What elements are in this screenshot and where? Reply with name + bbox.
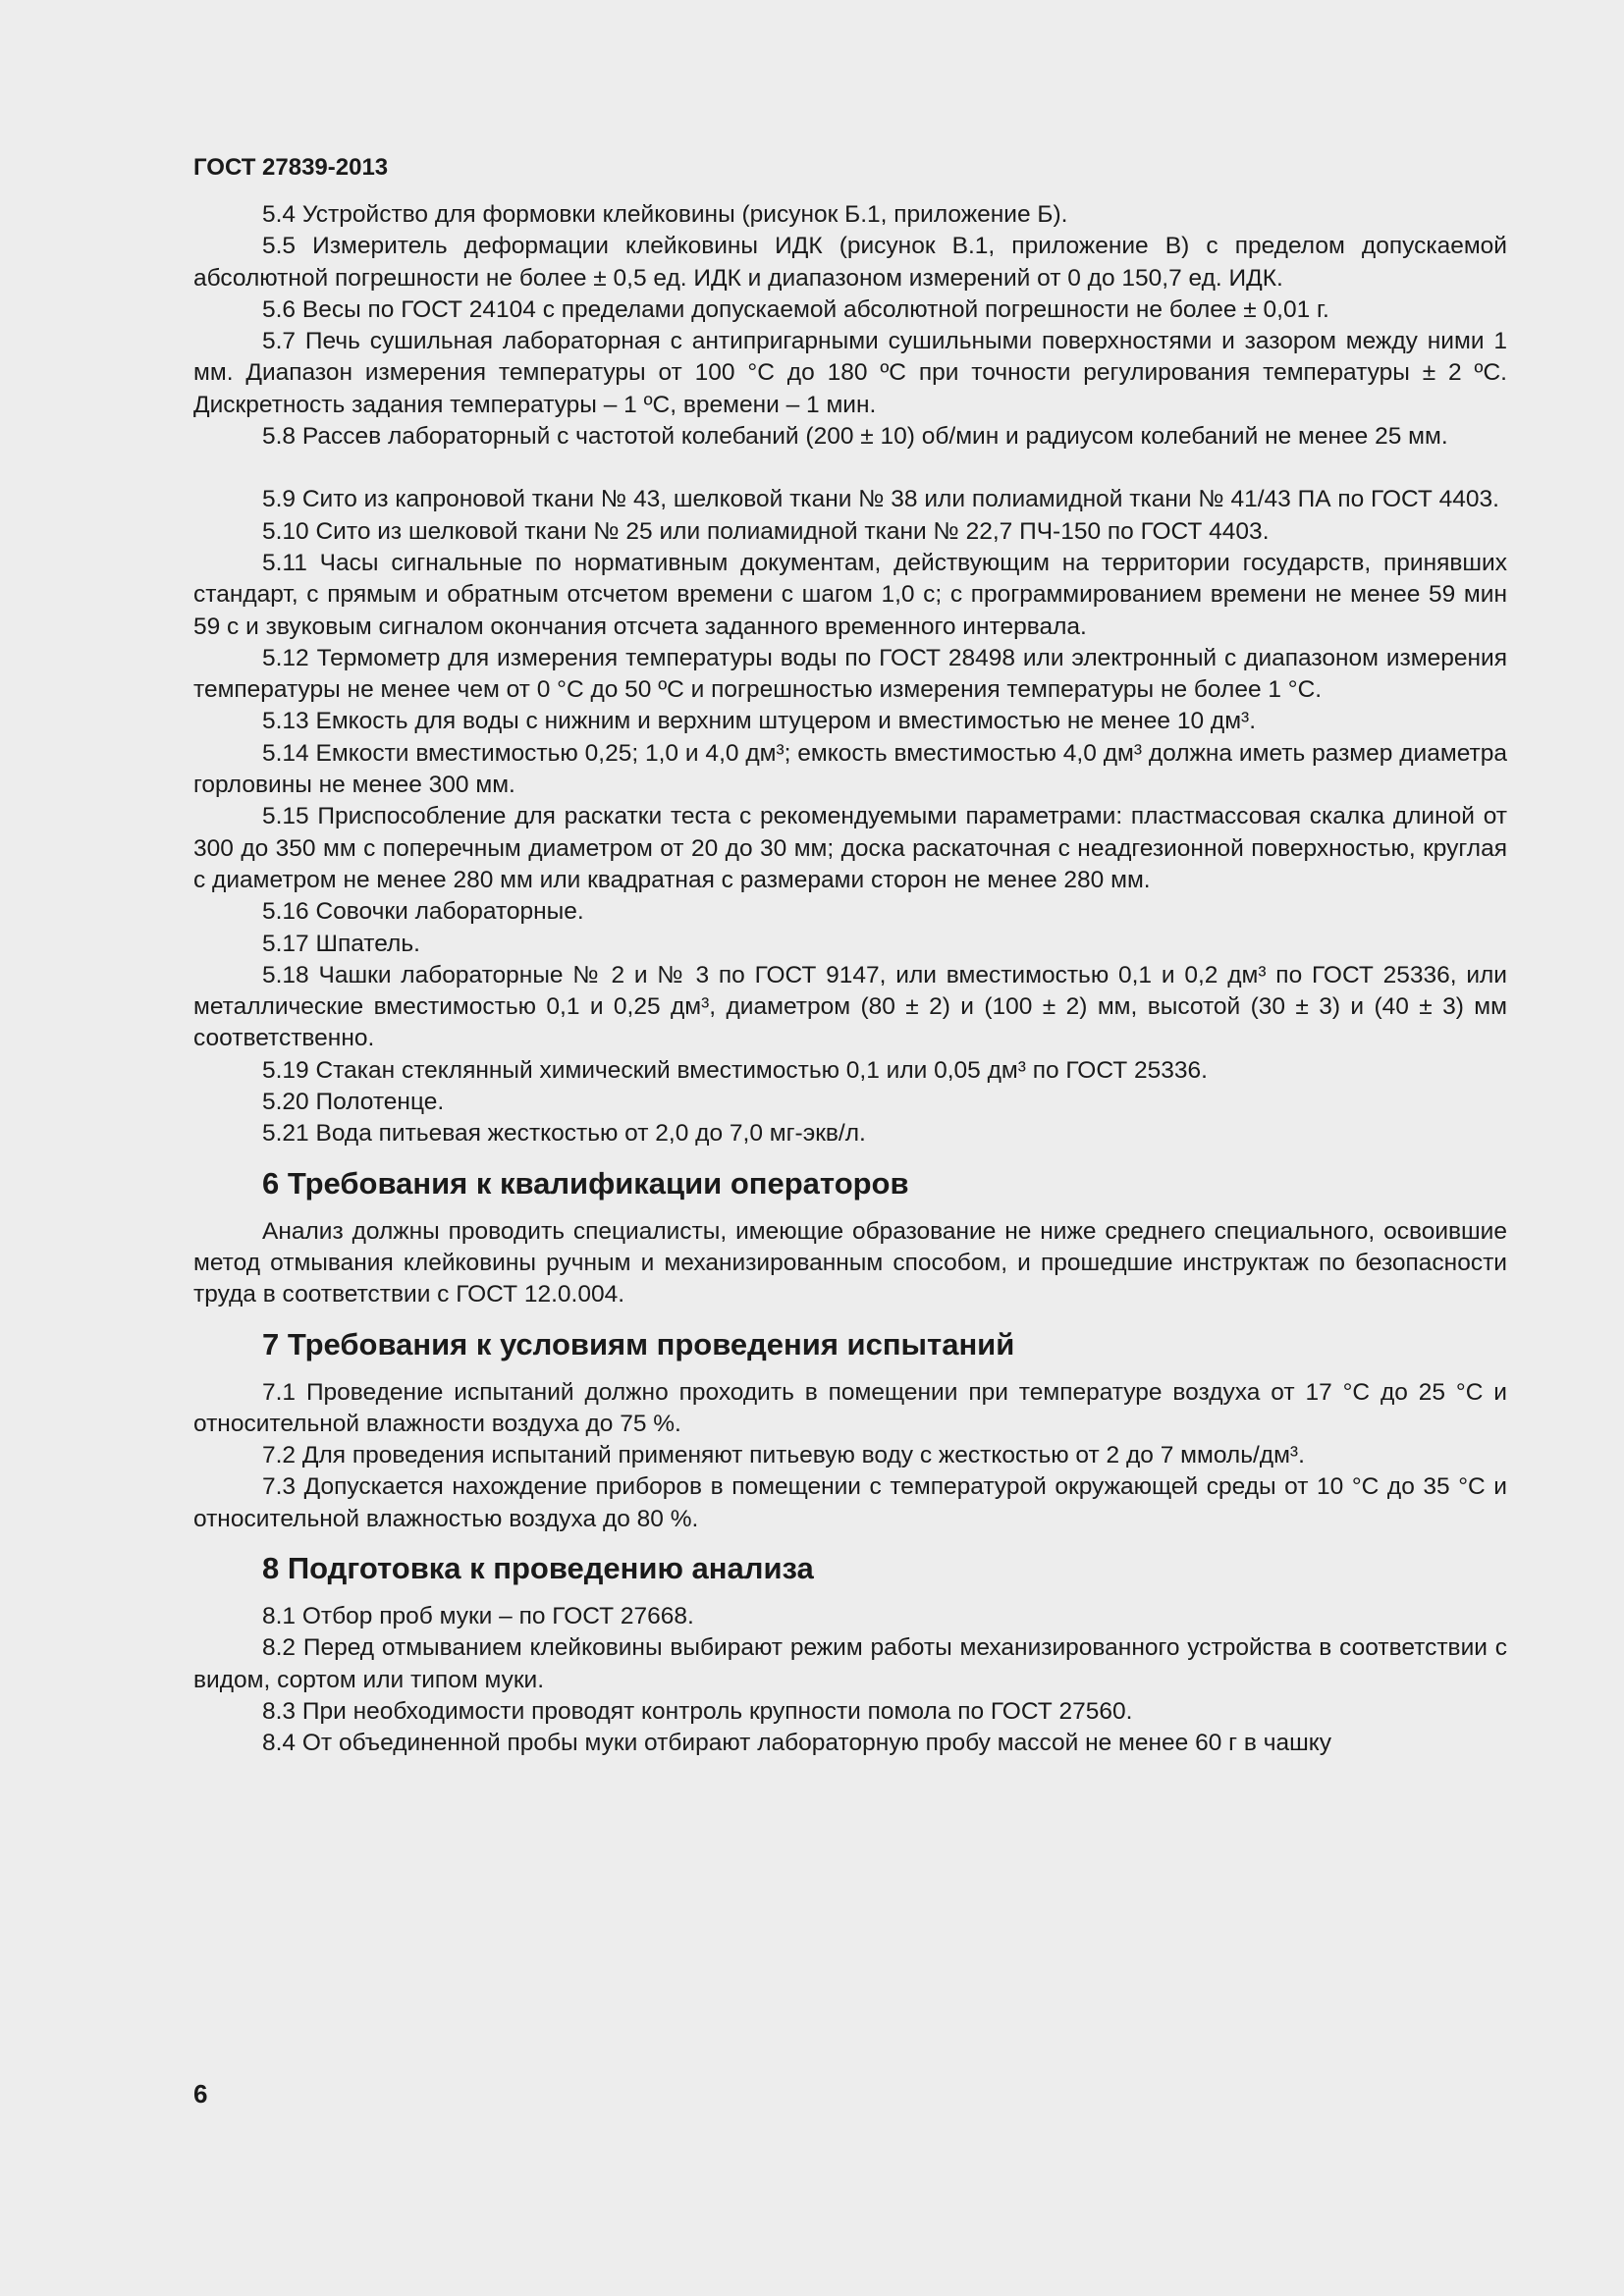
paragraph-5-18: 5.18 Чашки лабораторные № 2 и № 3 по ГОСТ 9147, или вместимостью 0,1 и 0,2 дм³ по ГОСТ 25336, или металлические вместимостью 0,1 и 0,25 дм³, диаметром (80 ± 2) и (100 ± 2) мм, высотой (30 ± 3) и (40 ± 3) мм соответственно. (193, 961, 1507, 1052)
paragraph-5-20: 5.20 Полотенце. (262, 1089, 445, 1116)
paragraph-5-10: 5.10 Сито из шелковой ткани № 25 или полиамидной ткани № 22,7 ПЧ-150 по ГОСТ 4403. (262, 517, 1270, 545)
paragraph-8-1: 8.1 Отбор проб муки – по ГОСТ 27668. (262, 1602, 694, 1629)
paragraph-8-3: 8.3 При необходимости проводят контроль крупности помола по ГОСТ 27560. (262, 1697, 1133, 1725)
paragraph-6: Анализ должны проводить специалисты, имеющие образование не ниже среднего специального, освоившие метод отмывания клейковины ручным и механизированным способом, и прошедшие инструктаж по безопасности труда в соответствии с ГОСТ 12.0.004. (193, 1217, 1507, 1308)
document-body (193, 199, 1507, 1759)
section-6-heading: 6 Требования к квалификации операторов (262, 1165, 909, 1201)
paragraph-5-6: 5.6 Весы по ГОСТ 24104 с пределами допускаемой абсолютной погрешности не более ± 0,01 г. (262, 295, 1329, 323)
paragraph-8-4: 8.4 От объединенной пробы муки отбирают лабораторную пробу массой не менее 60 г в чашку (262, 1730, 1332, 1757)
paragraph-7-2: 7.2 Для проведения испытаний применяют питьевую воду с жесткостью от 2 до 7 ммоль/дм³. (262, 1442, 1305, 1469)
paragraph-5-7: 5.7 Печь сушильная лабораторная с антипригарными сушильными поверхностями и зазором между ними 1 мм. Диапазон измерения температуры от 100 °С до 180 ºС при точности регулирования температуры ± 2 ºС. Дискретность задания температуры – 1 ºС, времени – 1 мин. (193, 328, 1507, 418)
blank-line (193, 453, 1507, 484)
section-7-heading: 7 Требования к условиям проведения испытаний (262, 1326, 1015, 1362)
paragraph-5-14: 5.14 Емкости вместимостью 0,25; 1,0 и 4,0 дм³; емкость вместимостью 4,0 дм³ должна иметь размер диаметра горловины не менее 300 мм. (193, 739, 1507, 799)
paragraph-5-4: 5.4 Устройство для формовки клейковины (рисунок Б.1, приложение Б). (262, 201, 1068, 228)
section-8-heading: 8 Подготовка к проведению анализа (262, 1550, 814, 1585)
paragraph-5-16: 5.16 Совочки лабораторные. (262, 898, 584, 926)
paragraph-5-15: 5.15 Приспособление для раскатки теста с рекомендуемыми параметрами: пластмассовая скалка длиной от 300 до 350 мм с поперечным диаметром от 20 до 30 мм; доска раскаточная с неадгезионной поверхностью, круглая с диаметром не менее 280 мм или квадратная с размерами сторон не менее 280 мм. (193, 803, 1507, 893)
paragraph-5-8: 5.8 Рассев лабораторный с частотой колебаний (200 ± 10) об/мин и радиусом колебаний не менее 25 мм. (262, 423, 1448, 451)
document-header: ГОСТ 27839-2013 (193, 154, 389, 181)
paragraph-5-12: 5.12 Термометр для измерения температуры воды по ГОСТ 28498 или электронный с диапазоном измерения температуры не менее чем от 0 °С до 50 ºС и погрешностью измерения температуры не более 1 °С. (193, 644, 1507, 704)
paragraph-5-21: 5.21 Вода питьевая жесткостью от 2,0 до 7,0 мг-экв/л. (262, 1120, 866, 1148)
paragraph-8-2: 8.2 Перед отмыванием клейковины выбирают режим работы механизированного устройства в соответствии с видом, сортом или типом муки. (193, 1634, 1507, 1693)
paragraph-5-17: 5.17 Шпатель. (262, 930, 420, 957)
paragraph-5-13: 5.13 Емкость для воды с нижним и верхним штуцером и вместимостью не менее 10 дм³. (262, 708, 1257, 735)
paragraph-7-3: 7.3 Допускается нахождение приборов в помещении с температурой окружающей среды от 10 °С до 35 °С и относительной влажностью воздуха до 80 %. (193, 1473, 1507, 1532)
paragraph-5-5: 5.5 Измеритель деформации клейковины ИДК (рисунок В.1, приложение В) с пределом допускаемой абсолютной погрешности не более ± 0,5 ед. ИДК и диапазоном измерений от 0 до 150,7 ед. ИДК. (193, 233, 1507, 292)
page-number: 6 (193, 2079, 208, 2109)
paragraph-7-1: 7.1 Проведение испытаний должно проходить в помещении при температуре воздуха от 17 °С до 25 °С и относительной влажности воздуха до 75 %. (193, 1378, 1507, 1437)
paragraph-5-9: 5.9 Сито из капроновой ткани № 43, шелковой ткани № 38 или полиамидной ткани № 41/43 ПА по ГОСТ 4403. (262, 486, 1499, 513)
paragraph-5-11: 5.11 Часы сигнальные по нормативным документам, действующим на территории государств, принявших стандарт, с прямым и обратным отсчетом времени с шагом 1,0 с; с программированием времени не менее 59 мин 59 с и звуковым сигналом окончания отсчета заданного временного интервала. (193, 549, 1507, 640)
paragraph-5-19: 5.19 Стакан стеклянный химический вместимостью 0,1 или 0,05 дм³ по ГОСТ 25336. (262, 1056, 1208, 1084)
